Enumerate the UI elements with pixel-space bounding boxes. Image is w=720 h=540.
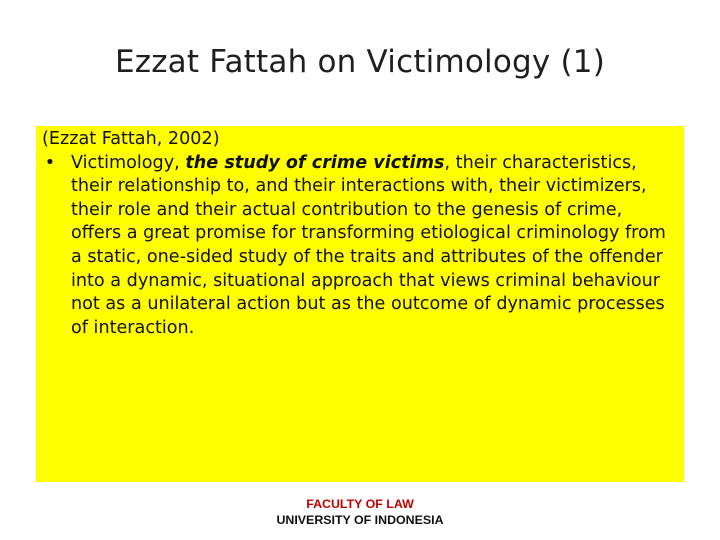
footer bbox=[0, 496, 720, 528]
bullet-marker: • bbox=[44, 152, 56, 173]
bullet-body: , their characteristics, their relationship to, and their interactions with, their victimizers, their role and their actual contribution to the genesis of crime, offers a great promise for transforming etiological criminology from a static, one-sided study of the traits and attributes of the offender into a dynamic, situational approach that views criminal behaviour not as a unilateral action but as the outcome of dynamic processes of interaction. bbox=[71, 152, 666, 338]
footer-faculty: FACULTY OF LAW bbox=[306, 497, 414, 511]
bullet-lead: Victimology, bbox=[71, 152, 186, 173]
slide-content bbox=[42, 128, 670, 340]
bullet-item bbox=[42, 152, 670, 341]
slide-title: Ezzat Fattah on Victimology (1) bbox=[114, 44, 606, 80]
citation: (Ezzat Fattah, 2002) bbox=[42, 129, 220, 149]
footer-university: UNIVERSITY OF INDONESIA bbox=[276, 513, 444, 527]
bullet-emphasis: the study of crime victims bbox=[185, 152, 445, 173]
